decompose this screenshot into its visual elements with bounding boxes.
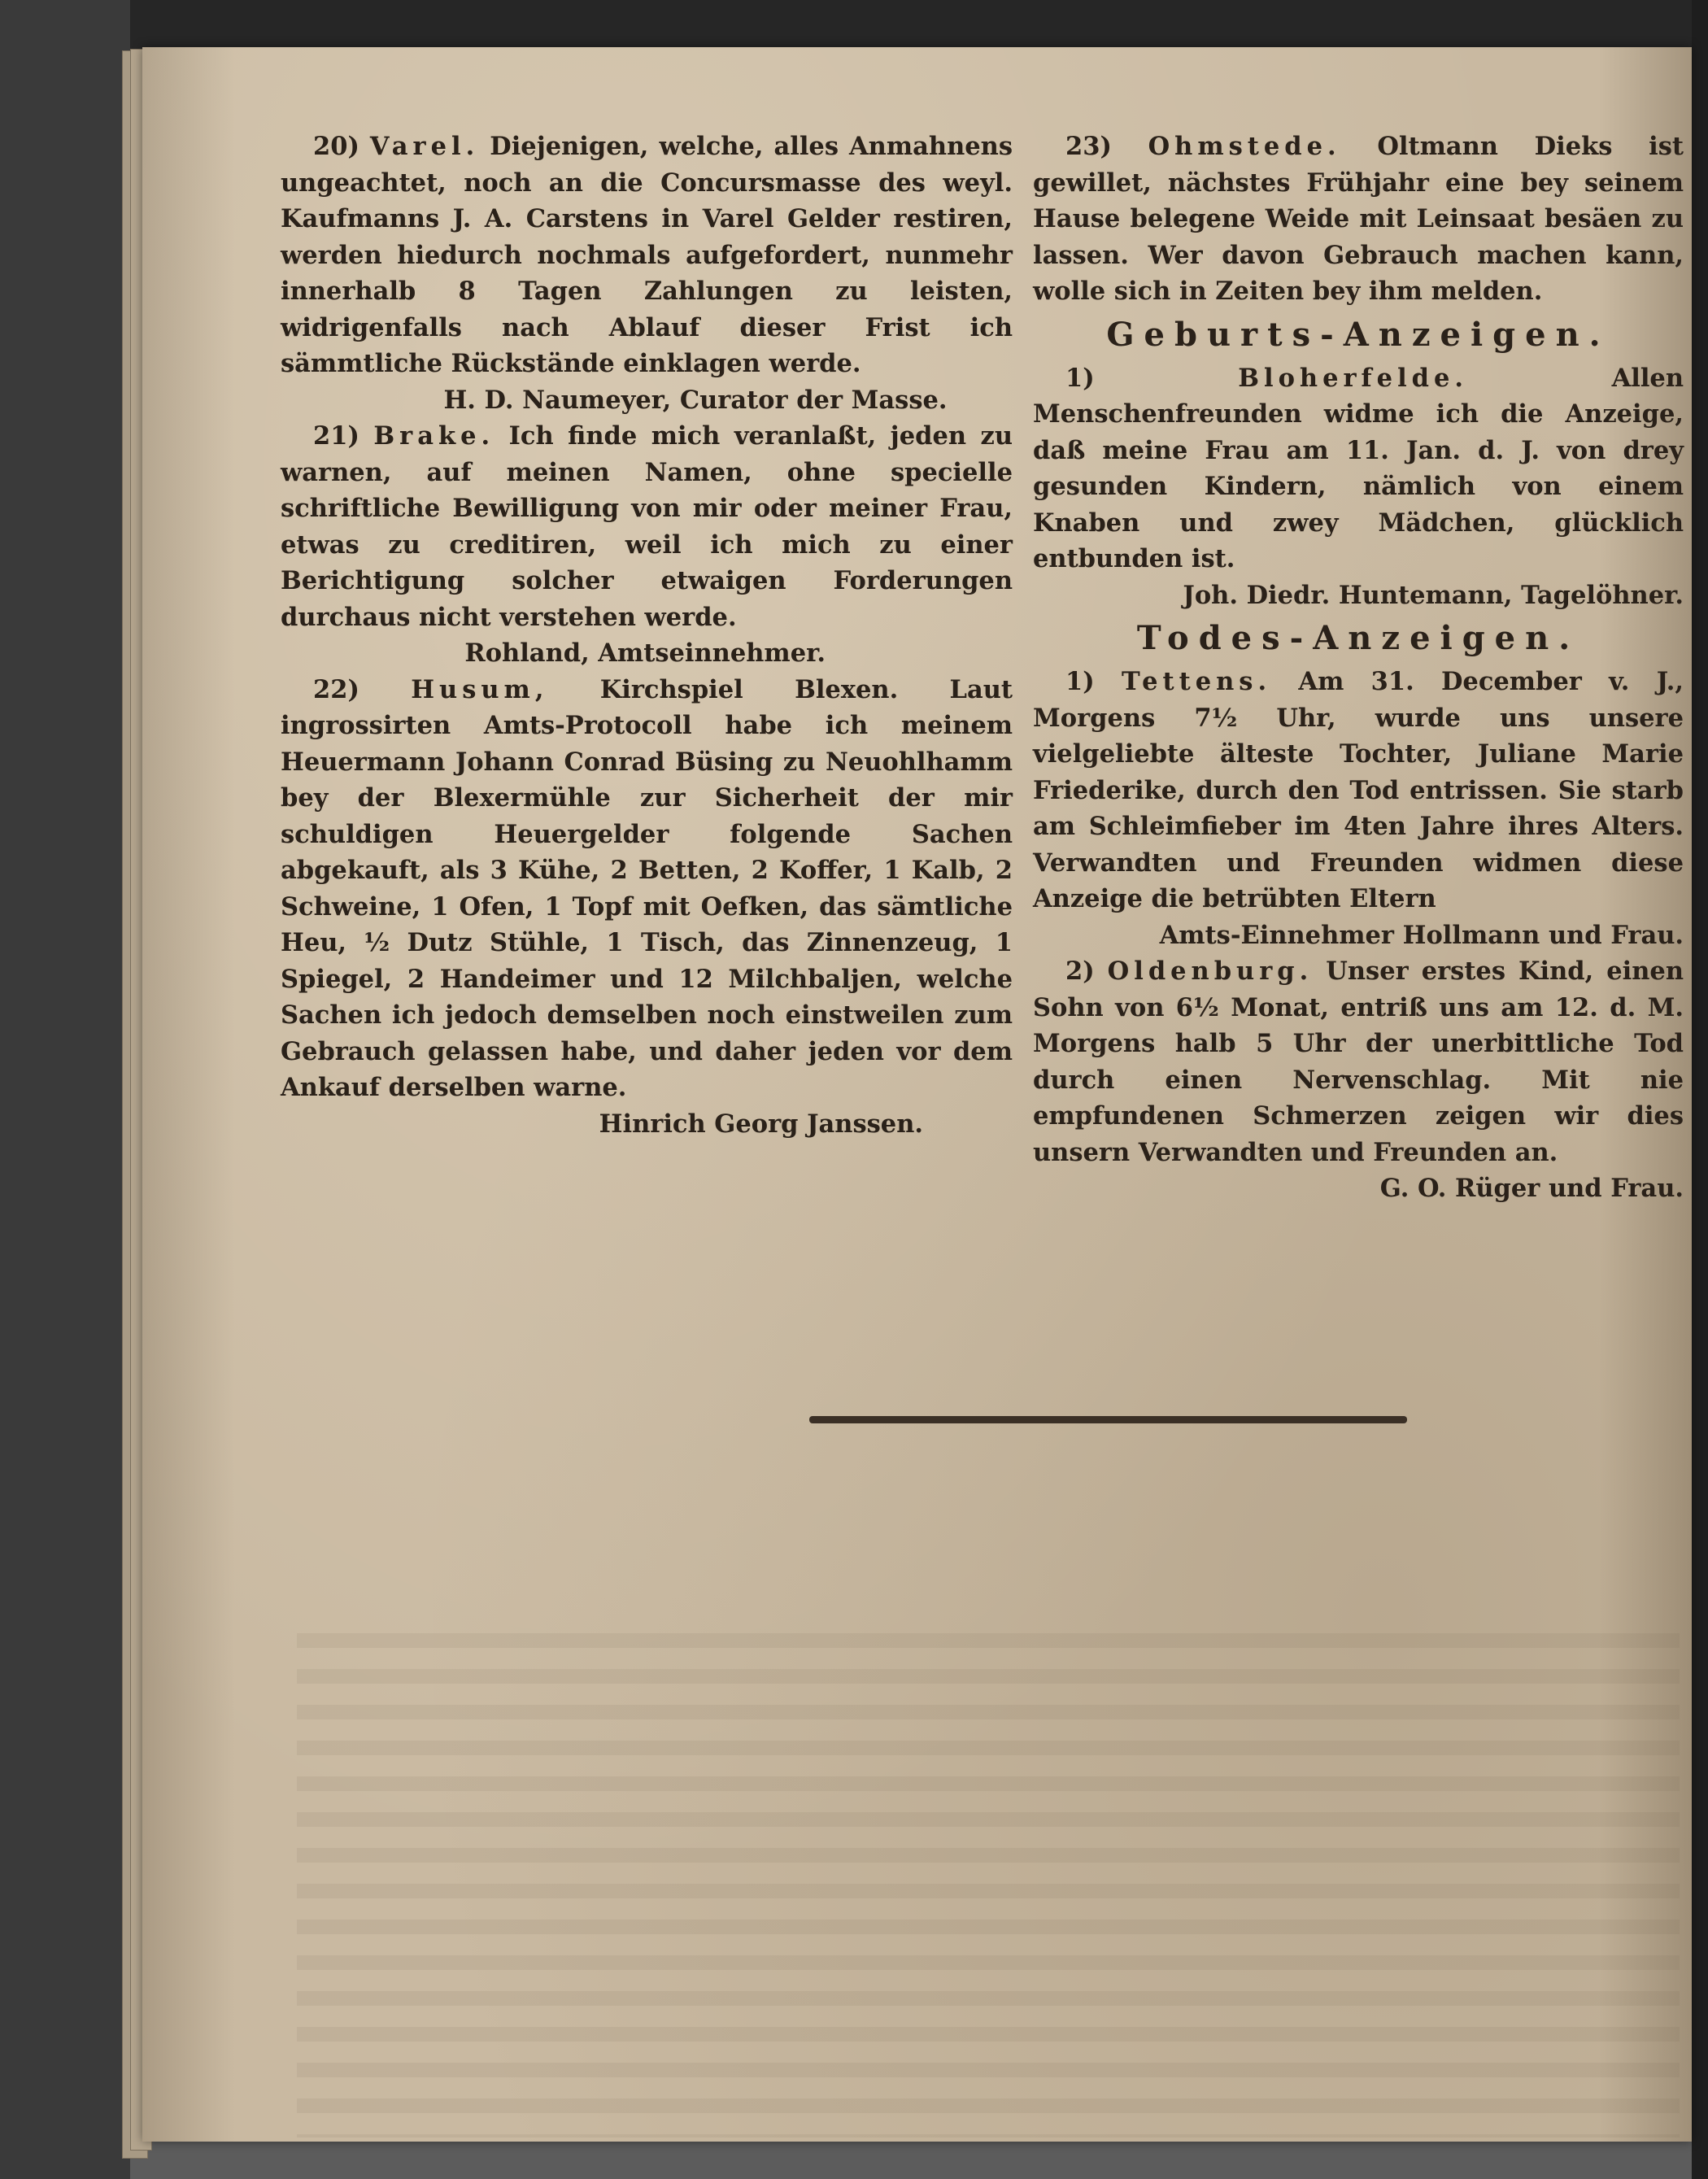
notice-number: 20): [313, 132, 359, 161]
left-column: [281, 129, 1013, 1142]
scan-backdrop-right: [1692, 0, 1708, 2179]
notice-signature: Amts-Einnehmer Hollmann und Frau.: [1159, 920, 1684, 950]
notice-place: Brake.: [373, 421, 495, 451]
notice-number: 23): [1065, 132, 1112, 161]
document-page: [142, 47, 1692, 2142]
notice-number: 21): [313, 421, 359, 451]
scan-backdrop-top: [0, 0, 1708, 49]
notice-text: Oltmann Dieks ist gewillet, nächstes Frühjahr eine bey seinem Hause belegene Weide mit Leinsaat besäen zu lassen. Wer davon Gebrauch machen kann, wolle sich in Zeiten bey ihm melden.: [1033, 132, 1684, 306]
notice-text: Kirchspiel Blexen. Laut ingrossirten Amts-Protocoll habe ich meinem Heuermann Johann Conrad Büsing zu Neuohlhamm bey der Blexermühle zur Sicherheit der mir schuldigen Heuergelder folgende Sachen abgekauft, als 3 Kühe, 2 Betten, 2 Koffer, 1 Kalb, 2 Schweine, 1 Ofen, 1 Topf mit Oefken, das sämtliche Heu, ½ Dutz Stühle, 1 Tisch, das Zinnenzeug, 1 Spiegel, 2 Handeimer und 12 Milchbaljen, welche Sachen ich jedoch demselben noch einstweilen zum Gebrauch gelassen habe, und daher jeden vor dem Ankauf derselben warne.: [281, 674, 1013, 1102]
notice-place: Husum,: [411, 674, 549, 704]
notice-signature: Rohland, Amtseinnehmer.: [464, 638, 826, 668]
death-notice-2: [1033, 953, 1684, 1170]
notice-21: [281, 418, 1013, 635]
notice-text: Am 31. December v. J., Morgens 7½ Uhr, wurde uns unsere vielgeliebte älteste Tochter, Juliane Marie Friederike, durch den Tod entrissen. Sie starb am Schleimfieber im 4ten Jahre ihres Alters. Verwandten und Freunden widmen diese Anzeige die betrübten Eltern: [1033, 667, 1684, 913]
notice-20: [281, 129, 1013, 382]
notice-text: Allen Menschenfreunden widme ich die Anzeige, daß meine Frau am 11. Jan. d. J. von drey gesunden Kindern, nämlich von einem Knaben und zwey Mädchen, glücklich entbunden ist.: [1033, 363, 1684, 573]
section-divider-rule: [809, 1416, 1407, 1423]
notice-signature: H. D. Naumeyer, Curator der Masse.: [443, 385, 948, 415]
notice-text: Ich finde mich veranlaßt, jeden zu warnen, auf meinen Namen, ohne specielle schriftliche Bewilligung von mir oder meiner Frau, etwas zu creditiren, weil ich mich zu einer Berichtigung solcher etwaigen Forderungen durchaus nicht verstehen werde.: [281, 421, 1013, 632]
births-heading: Geburts-Anzeigen.: [1106, 315, 1610, 354]
notice-text: Diejenigen, welche, alles Anmahnens ungeachtet, noch an die Concursmasse des weyl. Kaufmanns J. A. Carstens in Varel Gelder restiren, werden hiedurch nochmals aufgefordert, nunmehr innerhalb 8 Tagen Zahlungen zu leisten, widrigenfalls nach Ablauf dieser Frist ich sämmtliche Rückstände einklagen werde.: [281, 132, 1013, 378]
deaths-heading: Todes-Anzeigen.: [1136, 619, 1580, 657]
scan-backdrop-left: [0, 0, 130, 2179]
notice-number: 2): [1065, 957, 1095, 986]
notice-signature: Hinrich Georg Janssen.: [599, 1109, 923, 1139]
notice-place: Oldenburg.: [1107, 957, 1314, 986]
notice-place: Bloherfelde.: [1238, 363, 1469, 393]
right-column: [1033, 129, 1684, 1207]
death-notice-1: [1033, 664, 1684, 917]
notice-text: Unser erstes Kind, einen Sohn von 6½ Monat, entriß uns am 12. d. M. Morgens halb 5 Uhr der unerbittliche Tod durch einen Nervenschlag. Mit nie empfundenen Schmerzen zeigen wir dies unsern Verwandten und Freunden an.: [1033, 957, 1684, 1167]
notice-place: Varel.: [369, 132, 480, 161]
notice-number: 1): [1065, 667, 1095, 696]
notice-number: 22): [313, 674, 359, 704]
notice-signature: Joh. Diedr. Huntemann, Tagelöhner.: [1183, 580, 1684, 610]
notice-place: Tettens.: [1121, 667, 1272, 696]
notice-number: 1): [1065, 363, 1095, 393]
notice-23: [1033, 129, 1684, 310]
birth-notice-1: [1033, 360, 1684, 577]
notice-place: Ohmstede.: [1148, 132, 1341, 161]
notice-22: [281, 672, 1013, 1106]
notice-signature: G. O. Rüger und Frau.: [1379, 1174, 1684, 1203]
bleed-through-texture: [297, 1633, 1680, 2138]
